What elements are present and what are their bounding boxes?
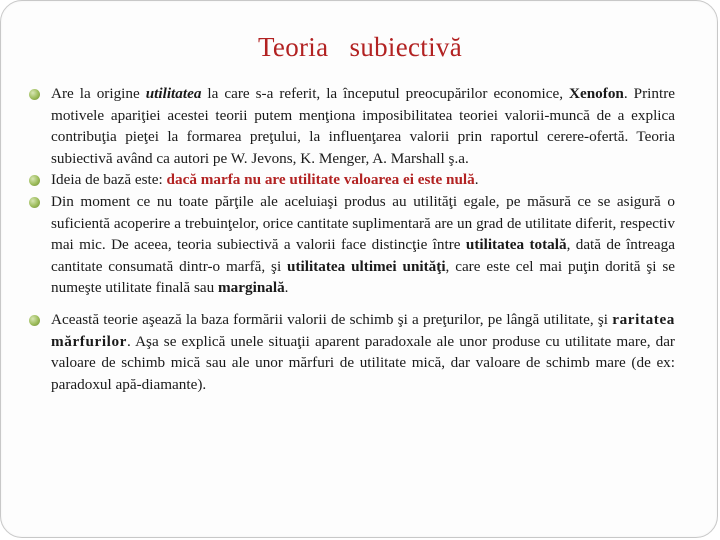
bullet-item-origin	[29, 83, 675, 169]
round-bullet-icon	[29, 175, 40, 186]
item-text: . Aşa se explică unele situaţii aparent paradoxale ale unor produse cu utilitate mare, dar valoare de schimb mică sau ale unor mărfuri de utilitate mică, dar valoare de schimb mare (de ex: paradoxul apă-diamante).	[51, 332, 675, 393]
bullet-item-marginal-utility	[29, 191, 675, 299]
round-bullet-icon	[29, 197, 40, 208]
term-total-utility: utilitatea totală	[465, 236, 567, 254]
round-bullet-icon	[29, 315, 40, 326]
name-xenofon: Xenofon	[569, 85, 624, 102]
item-text: . Printre motivele apariţiei acestei teorii putem menţiona imposibilitatea teoriei valorii-muncă de a explica contribuţia pieţei la formarea preţului, la influenţarea valorii prin raportul cerere-ofertă. Teoria subiectivă având ca autori pe W. Jevons, K. Menger, A. Marshall ş.a.	[51, 85, 675, 167]
bullet-list	[29, 83, 675, 395]
bullet-item-basic-idea	[29, 169, 675, 191]
item-text: Are la origine	[51, 85, 146, 102]
item-text: , care este cel mai puţin dorită şi se numeşte utilitate finală sau	[51, 257, 675, 297]
term-marginal: marginală	[218, 279, 285, 297]
item-text: .	[284, 279, 289, 297]
term-utilitatea: utilitatea	[145, 85, 202, 102]
term-last-unit-utility: utilitatea ultimei unităţi	[287, 257, 446, 275]
item-text: Această teorie aşează la baza formării valorii de schimb şi a preţurilor, pe lângă utilitate, şi	[51, 310, 613, 328]
item-text: Ideia de bază este:	[51, 171, 167, 189]
term-scarcity: raritatea mărfurilor	[51, 310, 675, 350]
item-text: .	[474, 171, 479, 189]
slide-title: Teoria subiectivă	[258, 32, 462, 62]
item-text: la care s-a referit, la începutul preocupărilor economice,	[201, 85, 570, 102]
bullet-item-scarcity	[29, 309, 675, 395]
item-text: , dată de întreaga cantitate consumată dintr-o marfă, şi	[51, 236, 675, 275]
highlighted-statement: dacă marfa nu are utilitate valoarea ei este nulă	[166, 171, 475, 189]
item-text: Din moment ce nu toate părţile ale aceluiaşi produs au utilităţi egale, pe măsură ce se asigură o suficientă acoperire a trebuinţelor, orice cantitate suplimentară are un grad de utilitate diferit, respectiv mai mic. De aceea, teoria subiectivă a valorii face distincţie între	[51, 192, 675, 254]
round-bullet-icon	[29, 89, 40, 100]
